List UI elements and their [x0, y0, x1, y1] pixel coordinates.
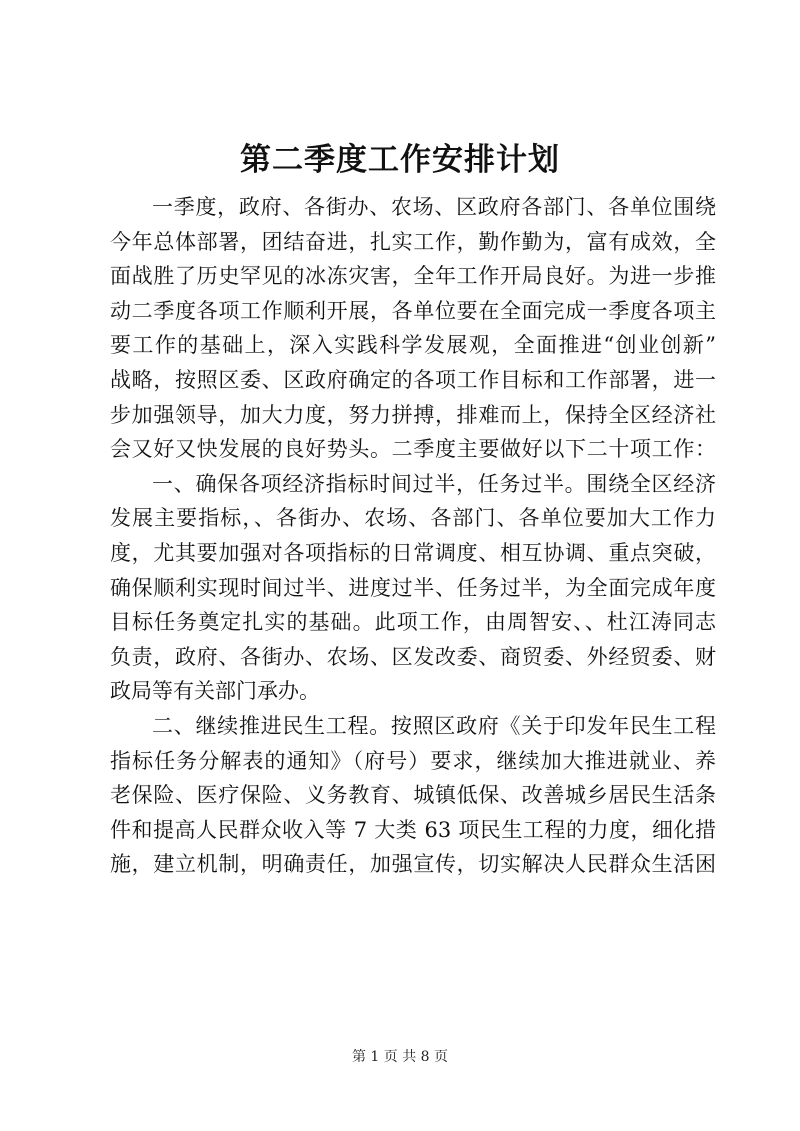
document-body — [110, 190, 716, 882]
text-line: 战略，按照区委、区政府确定的各项工作目标和工作部署，进一 — [110, 367, 716, 392]
text-line: 步加强领导，加大力度，努力拼搏，排难而上，保持全区经济社 — [110, 402, 716, 427]
text-line: 一、确保各项经济指标时间过半，任务过半。围绕全区经济 — [152, 471, 716, 496]
text-line: 件和提高人民群众收入等 7 大类 63 项民生工程的力度，细化措 — [110, 817, 716, 842]
text-line: 发展主要指标，、各街办、农场、各部门、各单位要加大工作力 — [110, 506, 716, 531]
document-title: 第二季度工作安排计划 — [240, 142, 560, 178]
text-line: 动二季度各项工作顺利开展，各单位要在全面完成一季度各项主 — [110, 298, 716, 323]
text-line: 度，尤其要加强对各项指标的日常调度、相互协调、重点突破， — [110, 540, 716, 565]
text-line: 负责，政府、各街办、农场、区发改委、商贸委、外经贸委、财 — [110, 644, 716, 669]
text-line: 会又好又快发展的良好势头。二季度主要做好以下二十项工作： — [110, 437, 716, 462]
text-line: 指标任务分解表的通知》（府号）要求，继续加大推进就业、养 — [110, 748, 716, 773]
text-line: 二、继续推进民生工程。按照区政府《关于印发年民生工程 — [152, 713, 716, 738]
paragraph-intro — [110, 190, 716, 467]
text-line: 政局等有关部门承办。 — [110, 679, 320, 704]
text-line: 要工作的基础上，深入实践科学发展观，全面推进“创业创新” — [110, 333, 716, 358]
text-line: 面战胜了历史罕见的冰冻灾害，全年工作开局良好。为进一步推 — [110, 264, 716, 289]
text-line: 确保顺利实现时间过半、进度过半、任务过半，为全面完成年度 — [110, 575, 716, 600]
text-line: 一季度，政府、各街办、农场、区政府各部门、各单位围绕 — [152, 195, 716, 219]
text-line: 目标任务奠定扎实的基础。此项工作，由周智安、、杜江涛同志 — [110, 610, 716, 635]
page-number: 第 1 页 共 8 页 — [351, 1049, 449, 1065]
text-line: 今年总体部署，团结奋进，扎实工作，勤作勤为，富有成效，全 — [110, 229, 716, 254]
text-line: 施，建立机制，明确责任，加强宣传，切实解决人民群众生活困 — [110, 852, 716, 877]
text-line: 老保险、医疗保险、义务教育、城镇低保、改善城乡居民生活条 — [110, 783, 716, 808]
paragraph-item-1 — [110, 467, 716, 709]
paragraph-item-2 — [110, 709, 716, 882]
